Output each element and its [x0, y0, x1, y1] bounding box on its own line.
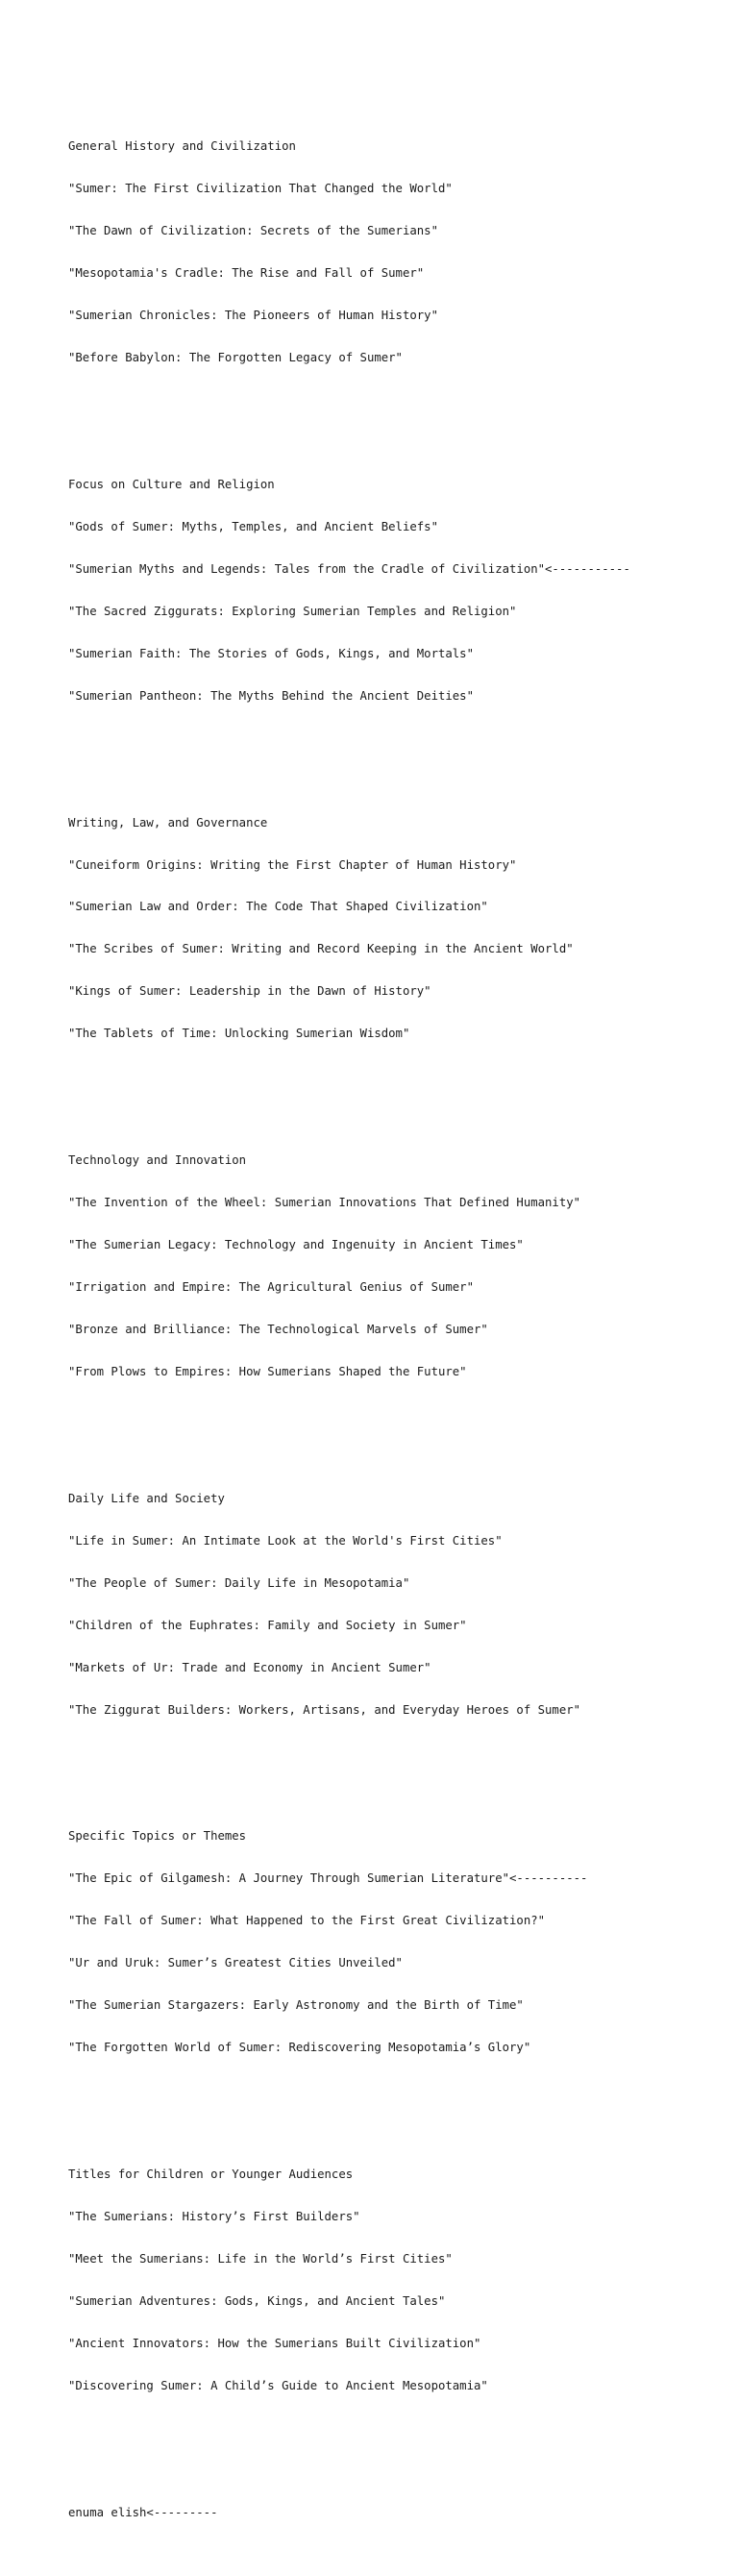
book-title: "Sumerian Adventures: Gods, Kings, and Ancient Tales"	[68, 2293, 446, 2308]
book-title: "The Sumerians: History’s First Builders"	[68, 2210, 360, 2224]
book-title: "From Plows to Empires: How Sumerians Shaped the Future"	[68, 1364, 467, 1378]
section-heading: Focus on Culture and Religion	[68, 477, 275, 491]
book-title: "Bronze and Brilliance: The Technological Marvels of Sumer"	[68, 1323, 488, 1337]
book-title: "Meet the Sumerians: Life in the World’s First Cities"	[68, 2252, 453, 2266]
book-title: "Discovering Sumer: A Child’s Guide to Ancient Mesopotamia"	[68, 2378, 488, 2392]
section-heading: Daily Life and Society	[68, 1491, 225, 1505]
footer-note-section	[68, 2477, 731, 2547]
book-title: "The Sumerian Legacy: Technology and Ingenuity in Ancient Times"	[68, 1238, 524, 1252]
book-title: "The Sumerian Stargazers: Early Astronomy and the Birth of Time"	[68, 1998, 524, 2013]
book-title: "Kings of Sumer: Leadership in the Dawn of History"	[68, 984, 431, 999]
book-title: "The Ziggurat Builders: Workers, Artisans, and Everyday Heroes of Sumer"	[68, 1702, 581, 1717]
footer-note: enuma elish<---------	[68, 2505, 218, 2519]
book-title: "Sumerian Faith: The Stories of Gods, Kings, and Mortals"	[68, 646, 474, 660]
book-title: "Sumerian Chronicles: The Pioneers of Human History"	[68, 309, 438, 323]
section-daily-life	[68, 1464, 731, 1746]
book-title: "Cuneiform Origins: Writing the First Chapter of Human History"	[68, 857, 517, 872]
book-title: "Sumerian Pantheon: The Myths Behind the Ancient Deities"	[68, 688, 474, 703]
book-title: "Children of the Euphrates: Family and Society in Sumer"	[68, 1618, 467, 1632]
book-title: "Ur and Uruk: Sumer’s Greatest Cities Unveiled"	[68, 1956, 403, 1970]
book-title: "Life in Sumer: An Intimate Look at the World's First Cities"	[68, 1533, 503, 1548]
section-heading: General History and Civilization	[68, 139, 296, 154]
book-title: "Gods of Sumer: Myths, Temples, and Ancient Beliefs"	[68, 519, 438, 533]
book-title: "Mesopotamia's Cradle: The Rise and Fall of Sumer"	[68, 266, 425, 281]
section-heading: Titles for Children or Younger Audiences	[68, 2167, 354, 2182]
book-title: "The Tablets of Time: Unlocking Sumerian Wisdom"	[68, 1027, 410, 1041]
book-title-marked: "Sumerian Myths and Legends: Tales from the Cradle of Civilization"<-----------	[68, 561, 630, 576]
section-heading: Specific Topics or Themes	[68, 1829, 247, 1844]
section-children	[68, 2140, 731, 2421]
book-title: "The Invention of the Wheel: Sumerian Innovations That Defined Humanity"	[68, 1196, 581, 1210]
book-title: "The People of Sumer: Daily Life in Mesopotamia"	[68, 1575, 410, 1590]
book-title: "The Scribes of Sumer: Writing and Record Keeping in the Ancient World"	[68, 942, 574, 956]
book-title-marked: "The Epic of Gilgamesh: A Journey Through Sumerian Literature"<----------	[68, 1871, 588, 1886]
book-title: "The Sacred Ziggurats: Exploring Sumerian Temples and Religion"	[68, 604, 517, 618]
section-technology	[68, 1126, 731, 1407]
book-title: "The Forgotten World of Sumer: Rediscovering Mesopotamia’s Glory"	[68, 2041, 531, 2055]
book-title: "The Fall of Sumer: What Happened to the First Great Civilization?"	[68, 1914, 546, 1928]
book-title: "Ancient Innovators: How the Sumerians Built Civilization"	[68, 2336, 481, 2350]
book-title: "Sumerian Law and Order: The Code That Shaped Civilization"	[68, 900, 488, 914]
section-general-history	[68, 111, 731, 393]
book-title: "The Dawn of Civilization: Secrets of the Sumerians"	[68, 224, 438, 238]
section-heading: Writing, Law, and Governance	[68, 815, 268, 830]
book-title: "Markets of Ur: Trade and Economy in Ancient Sumer"	[68, 1660, 431, 1674]
document-body	[68, 69, 731, 2576]
section-writing-law	[68, 787, 731, 1069]
section-heading: Technology and Innovation	[68, 1153, 247, 1168]
book-title: "Sumer: The First Civilization That Changed the World"	[68, 182, 453, 196]
book-title: "Before Babylon: The Forgotten Legacy of Sumer"	[68, 351, 403, 365]
section-culture-religion	[68, 450, 731, 731]
book-title: "Irrigation and Empire: The Agricultural Genius of Sumer"	[68, 1280, 474, 1295]
section-specific-topics	[68, 1801, 731, 2083]
